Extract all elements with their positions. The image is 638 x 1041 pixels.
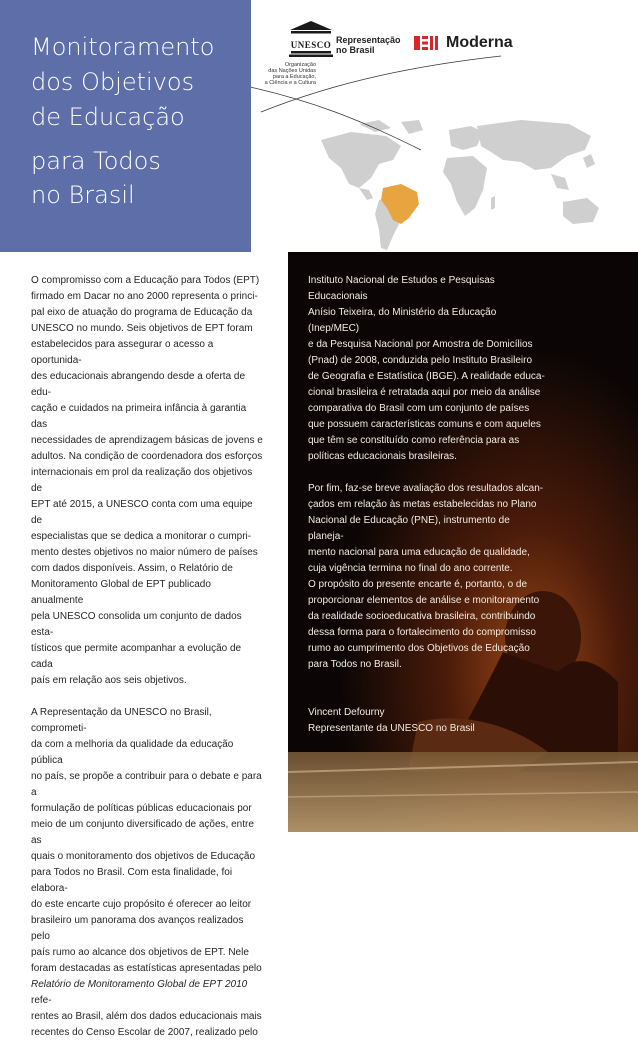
left-line: des educacionais abrangendo desde a oferta de edu- <box>31 371 246 398</box>
page-title-line-1: Monitoramento <box>31 33 215 61</box>
right-line: (Pnad) de 2008, conduzida pelo Instituto Brasileiro <box>308 355 533 366</box>
moderna-logo-icon <box>414 36 442 50</box>
right-line: para Todos no Brasil. <box>308 659 402 670</box>
org-line-3: para a Educação, <box>272 74 316 80</box>
org-line-1: Organização <box>284 62 316 68</box>
left-line: país rumo ao alcance dos objetivos de EPT. Nele <box>31 947 249 958</box>
left-line: foram destacadas as estatísticas apresentadas pelo <box>31 963 262 974</box>
signature-role: Representante da UNESCO no Brasil <box>308 723 475 734</box>
left-line: A Representação da UNESCO no Brasil, comprometi- <box>31 707 212 734</box>
left-column <box>31 273 263 1041</box>
left-line: rentes ao Brasil, além dos dados educacionais mais <box>31 1011 262 1022</box>
right-line: Nacional de Educação (PNE), instrumento de planeja- <box>308 515 510 542</box>
left-line: especialistas que se dedica a monitorar o cumpri- <box>31 531 252 542</box>
left-line: pela UNESCO consolida um conjunto de dados esta- <box>31 611 242 638</box>
map-africa <box>443 156 487 216</box>
left-line: tísticos que permite acompanhar a evolução de cada <box>31 643 242 670</box>
right-line: dessa forma para o fortalecimento do compromisso <box>308 627 536 638</box>
page-title-line-3: de Educação <box>31 103 185 131</box>
left-line: estabelecidos para assegurar o acesso a oportunida- <box>31 339 214 366</box>
org-line-2: das Nações Unidas <box>268 68 316 74</box>
left-line: no país, se propõe a contribuir para o debate e para a <box>31 771 262 798</box>
map-north-america <box>321 132 401 188</box>
left-line: para Todos no Brasil. Com esta finalidade, foi elabora- <box>31 867 233 894</box>
left-line: da com a melhoria da qualidade da educação pública <box>31 739 234 766</box>
right-line: de Geografia e Estatística (IBGE). A realidade educa- <box>308 371 545 382</box>
left-line: formulação de políticas públicas educacionais por <box>31 803 252 814</box>
org-line-4: a Ciência e a Cultura <box>264 80 316 86</box>
right-line: políticas educacionais brasileiras. <box>308 451 457 462</box>
representation-line-1: Representação <box>336 35 401 45</box>
right-line: cional brasileira é retratada aqui por meio da análise <box>308 387 541 398</box>
left-line: quais o monitoramento dos objetivos de Educação <box>31 851 256 862</box>
right-line: proporcionar elementos de análise e monitoramento <box>308 595 540 606</box>
left-line: Monitoramento Global de EPT publicado anualmente <box>31 579 211 606</box>
left-line: país em relação aos seis objetivos. <box>31 675 187 686</box>
map-asia <box>477 120 591 170</box>
right-line: Instituto Nacional de Estudos e Pesquisas Educacionais <box>308 275 495 302</box>
left-line: necessidades de aprendizagem básicas de jovens e <box>31 435 263 446</box>
title-block <box>0 0 251 252</box>
right-line: O propósito do presente encarte é, portanto, o de <box>308 579 528 590</box>
unesco-wordmark: UNESCO <box>290 40 332 50</box>
report-title: Relatório de Monitoramento Global de EPT 2010 <box>31 979 248 990</box>
left-line: recentes do Censo Escolar de 2007, realizado pelo <box>31 1027 258 1038</box>
right-line: cuja vigência termina no final do ano corrente. <box>308 563 513 574</box>
right-column <box>308 273 548 737</box>
representation-line-2: no Brasil <box>336 45 375 55</box>
left-line: pal eixo de atuação do programa de Educação da <box>31 307 253 318</box>
unesco-temple-icon <box>287 20 335 58</box>
page-title-line-4: para Todos <box>31 147 161 175</box>
right-line: comparativa do Brasil com um conjunto de países <box>308 403 530 414</box>
right-line: que possuem características comuns e com aqueles <box>308 419 541 430</box>
right-line: que têm se constituído como referência para as <box>308 435 520 446</box>
page-title-line-2: dos Objetivos <box>31 68 195 96</box>
left-line: cação e cuidados na primeira infância à garantia das <box>31 403 247 430</box>
left-line: do este encarte cujo propósito é oferecer ao leitor <box>31 899 252 910</box>
moderna-logo-text: Moderna <box>446 34 513 51</box>
left-line: EPT até 2015, a UNESCO conta com uma equipe de <box>31 499 253 526</box>
report-title-suffix: refe- <box>31 995 52 1006</box>
right-line: e da Pesquisa Nacional por Amostra de Domicílios <box>308 339 533 350</box>
left-line: firmado em Dacar no ano 2000 representa o princi- <box>31 291 258 302</box>
left-line: brasileiro um panorama dos avanços realizados pelo <box>31 915 244 942</box>
right-line: rumo ao cumprimento dos Objetivos de Educação <box>308 643 530 654</box>
left-line: mento destes objetivos no maior número de países <box>31 547 258 558</box>
left-line: internacionais em prol da realização dos objetivos de <box>31 467 253 494</box>
right-line: çados em relação às metas estabelecidas no Plano <box>308 499 537 510</box>
right-line: Por fim, faz-se breve avaliação dos resultados alcan- <box>308 483 544 494</box>
left-line: O compromisso com a Educação para Todos (EPT) <box>31 275 260 286</box>
right-line: da realidade socioeducativa brasileira, contribuindo <box>308 611 536 622</box>
left-line-italic <box>31 977 263 1009</box>
left-line: adultos. Na condição de coordenadora dos esforços <box>31 451 263 462</box>
right-line: Anísio Teixeira, do Ministério da Educação (Inep/MEC) <box>308 307 497 334</box>
left-line: meio de um conjunto diversificado de ações, entre as <box>31 819 254 846</box>
left-line: com dados disponíveis. Assim, o Relatório de <box>31 563 233 574</box>
left-line: UNESCO no mundo. Seis objetivos de EPT foram <box>31 323 253 334</box>
page-title-line-5: no Brasil <box>31 181 135 209</box>
signature-name: Vincent Defourny <box>308 707 385 718</box>
right-line: mento nacional para uma educação de qualidade, <box>308 547 530 558</box>
map-australia <box>563 198 599 224</box>
